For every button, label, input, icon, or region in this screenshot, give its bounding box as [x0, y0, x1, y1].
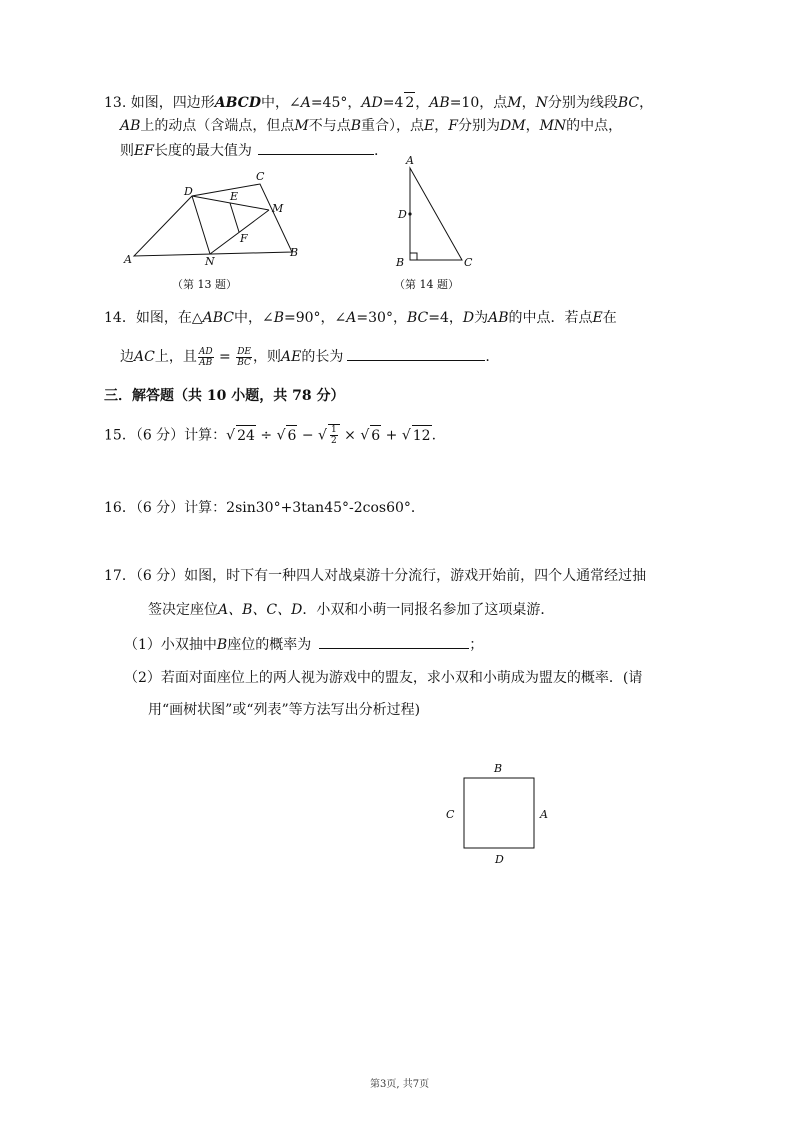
fig14-label-d: D — [398, 208, 407, 221]
q13-line1: 13. 如图，四边形ABCD中，∠A=45°，AD=4 2，AB=10，点M，N分别为线段BC， — [104, 92, 653, 113]
segment-ef — [230, 203, 239, 232]
q17-part1: （1）小双抽中B座位的概率为 ； — [124, 634, 483, 655]
q17-part2-line1: （2）若面对面座位上的两人视为游戏中的盟友，求小双和小萌成为盟友的概率．(请 — [124, 670, 643, 686]
q14-line1: 14．如图，在△ABC中，∠B=90°，∠A=30°，BC=4，D为AB的中点．若点E在 — [104, 310, 617, 326]
fraction-de-bc: $\frac{DE}{BC}$ — [237, 346, 251, 368]
q13-answer-blank[interactable] — [258, 140, 374, 155]
table-square — [464, 778, 534, 848]
fig14-label-c: C — [464, 256, 473, 268]
point-d — [408, 212, 411, 215]
seat-label-c: C — [446, 808, 455, 821]
fig13-label-c: C — [256, 170, 265, 183]
q13-figure — [118, 166, 308, 266]
fraction-ad-ab: $\frac{AD}{AB}$ — [198, 346, 213, 368]
quadrilateral-abcd — [134, 184, 292, 256]
q17-answer-blank[interactable] — [319, 634, 469, 649]
q13-line2: AB上的动点（含端点，但点M不与点B重合），点E，F分别为DM，MN的中点， — [120, 118, 623, 134]
segment-dn — [192, 196, 210, 254]
q17-seating-figure — [440, 760, 556, 870]
q17-part2-line2: 用“画树状图”或“列表”等方法写出分析过程) — [148, 702, 421, 718]
section-title: 三．解答题（共 10 小题，共 78 分） — [104, 388, 345, 404]
fig14-label-a: A — [406, 154, 414, 167]
q14-line2: 边AC上，且 $\frac{AD}{AB}$ = $\frac{DE}{BC}$ ，则AE的长为 . — [120, 346, 490, 368]
fig13-label-b: B — [290, 246, 299, 259]
q17-line1: 17．（6 分）如图，时下有一种四人对战桌游十分流行，游戏开始前，四个人通常经过抽 — [104, 568, 647, 584]
q13-line3: 则EF长度的最大值为 . — [120, 140, 378, 161]
fig13-label-e: E — [230, 190, 239, 203]
fig14-label-b: B — [396, 256, 405, 268]
fig13-label-m: M — [272, 202, 284, 215]
fig13-label-d: D — [184, 185, 193, 198]
seat-label-a: A — [540, 808, 548, 821]
triangle-abc — [410, 168, 462, 260]
seat-label-b: B — [494, 762, 503, 775]
page-number: 第3页, 共7页 — [370, 1079, 430, 1090]
fig13-label-a: A — [124, 253, 132, 266]
q17-line2: 签决定座位A、B、C、D．小双和小萌一同报名参加了这项桌游． — [148, 602, 555, 618]
q16-line: 16．（6 分）计算：2sin30°+3tan45°-2cos60°． — [104, 500, 425, 516]
fig13-label-n: N — [205, 255, 215, 266]
fig13-label-f: F — [240, 232, 248, 245]
right-angle-mark — [410, 253, 417, 260]
q14-figure — [392, 154, 482, 268]
fraction-one-half: $\frac{1}{2}$ — [330, 425, 337, 446]
q13-caption: （第 13 题） — [172, 278, 237, 291]
q14-answer-blank[interactable] — [347, 346, 485, 361]
q15-line: 15．（6 分）计算：√ 24 ÷ √ 6 − √ $\frac{1}{2}$ × √ 6 + √ 12. — [104, 425, 437, 446]
q14-caption: （第 14 题） — [394, 278, 459, 291]
seat-label-d: D — [495, 853, 504, 866]
